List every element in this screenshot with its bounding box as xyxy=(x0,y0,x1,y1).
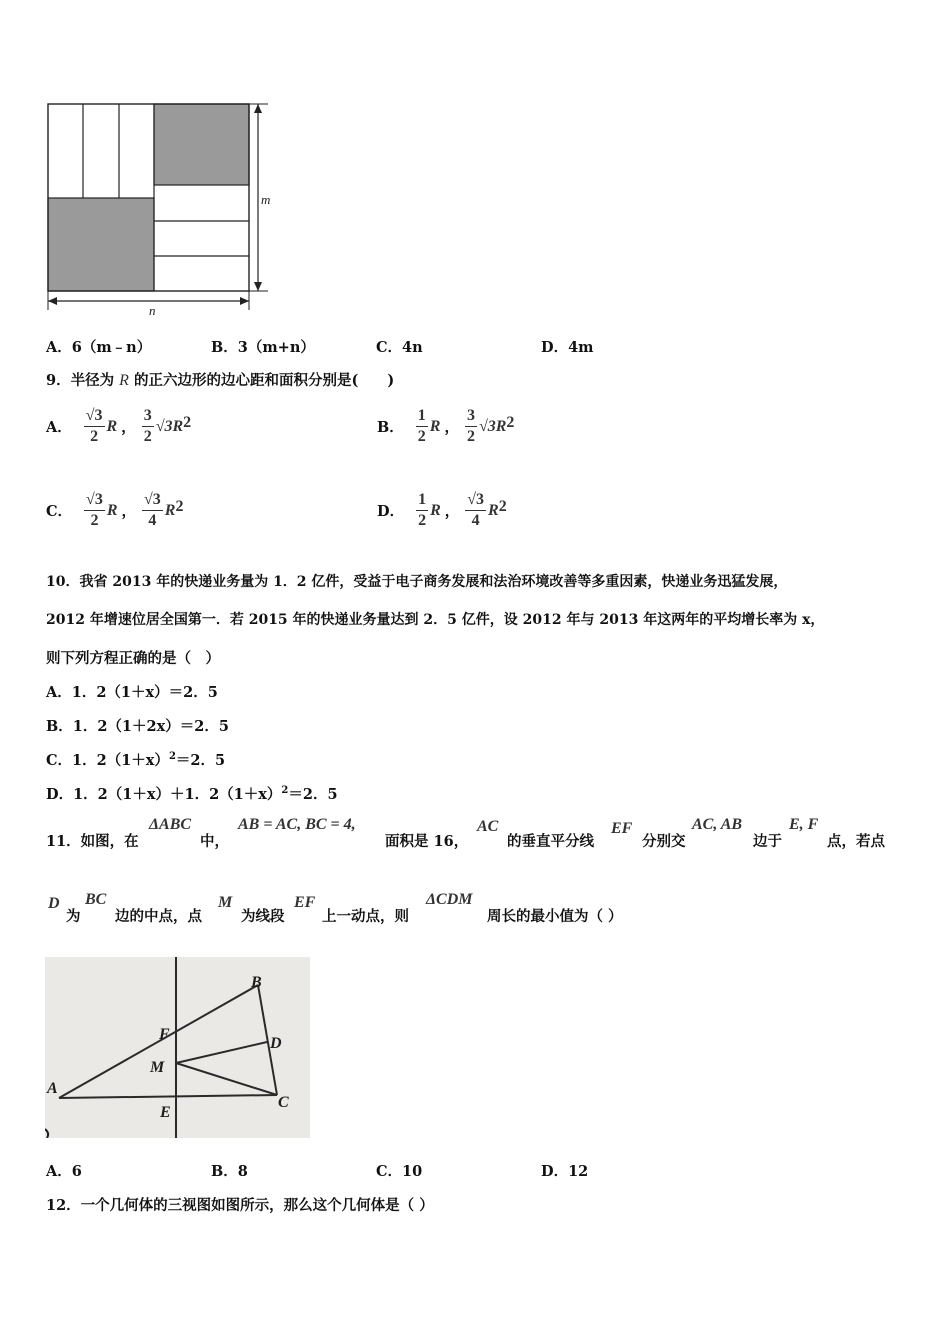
q11-option-a[interactable]: A．6 xyxy=(46,1163,82,1180)
q12-stem: 12．一个几何体的三视图如图所示，那么这个几何体是（ ） xyxy=(46,1197,434,1214)
q10-option-d[interactable]: D．1．2（1＋x）＋1．$2(1+x)^2=2$．5 xyxy=(46,785,338,803)
q11-label-d: D xyxy=(270,1035,282,1052)
q9-stem: 9．半径为 R 的正六边形的边心距和面积分别是( ) xyxy=(46,372,395,389)
q9-option-a[interactable]: A． $\frac{√3}{2}$ R ， $\frac{3}{2}$ √3R 2 xyxy=(46,407,192,445)
q11-option-b[interactable]: B．8 xyxy=(211,1163,248,1180)
q8-shaded-square-bottom-left xyxy=(48,198,154,291)
q10-stem-line3: 则下列方程正确的是（ ） xyxy=(46,650,220,667)
q11-triangle-photo xyxy=(45,957,310,1138)
q11-stem-line1: 11．如图，在 ΔABC 中， AB = AC, BC = 4, 面积是 16， AC 的垂直平分线 EF 分别交 AC, AB 边于 E, F 点，若点 xyxy=(46,816,885,850)
q8-label-m: m xyxy=(261,192,271,207)
q11-label-m: M xyxy=(150,1059,165,1076)
q9-option-c[interactable]: C． $\frac{√3}{2}$ R ， $\frac{√3}{4}$ R 2 xyxy=(46,491,184,529)
q9-option-d[interactable]: D． $\frac{1}{2}$ R ， $\frac{√3}{4}$ R 2 xyxy=(377,491,507,529)
q11-option-d[interactable]: D．12 xyxy=(541,1163,589,1180)
q9-option-b[interactable]: B． $\frac{1}{2}$ R ， $\frac{3}{2}$ √3R 2 xyxy=(377,407,515,445)
q11-label-c: C xyxy=(278,1094,289,1111)
q11-label-b: B xyxy=(251,974,262,991)
q11-label-e: E xyxy=(160,1104,171,1121)
q11-triangle-diagram xyxy=(45,957,310,1138)
q10-stem-line2: 2012 年增速位居全国第一．若 2015 年的快递业务量达到 2．5 亿件，设 2012 年与 2013 年这两年的平均增长率为 x， xyxy=(46,612,825,628)
q8-option-a[interactable]: A．6（m﹣n） xyxy=(46,339,152,356)
q11-stem-line2: D 为 BC 边的中点，点 M 为线段 EF 上一动点，则 ΔCDM 周长的最小值为（ ） xyxy=(48,891,623,925)
q10-option-c[interactable]: C．1．$2(1+x)^2=2$．5 xyxy=(46,751,226,769)
q8-rectangle-figure xyxy=(40,98,280,320)
q8-option-c[interactable]: C．4n xyxy=(376,339,423,356)
q8-shaded-square-top-right xyxy=(154,104,249,185)
q8-label-n: n xyxy=(149,303,156,318)
q11-label-f: F xyxy=(159,1026,170,1043)
q10-option-a[interactable]: A．1．2（1＋x）＝2．5 xyxy=(46,684,218,701)
q8-option-b[interactable]: B．3（m+n） xyxy=(211,339,315,356)
q11-label-a: A xyxy=(47,1080,58,1097)
q11-option-c[interactable]: C．10 xyxy=(376,1163,423,1180)
q10-stem-line1: 10．我省 2013 年的快递业务量为 1．2 亿件，受益于电子商务发展和法治环境改善等多重因素，快递业务迅猛发展， xyxy=(46,574,788,590)
q10-option-b[interactable]: B．1．2（1＋2x）＝2．5 xyxy=(46,718,229,735)
q8-option-d[interactable]: D．4m xyxy=(541,339,594,356)
